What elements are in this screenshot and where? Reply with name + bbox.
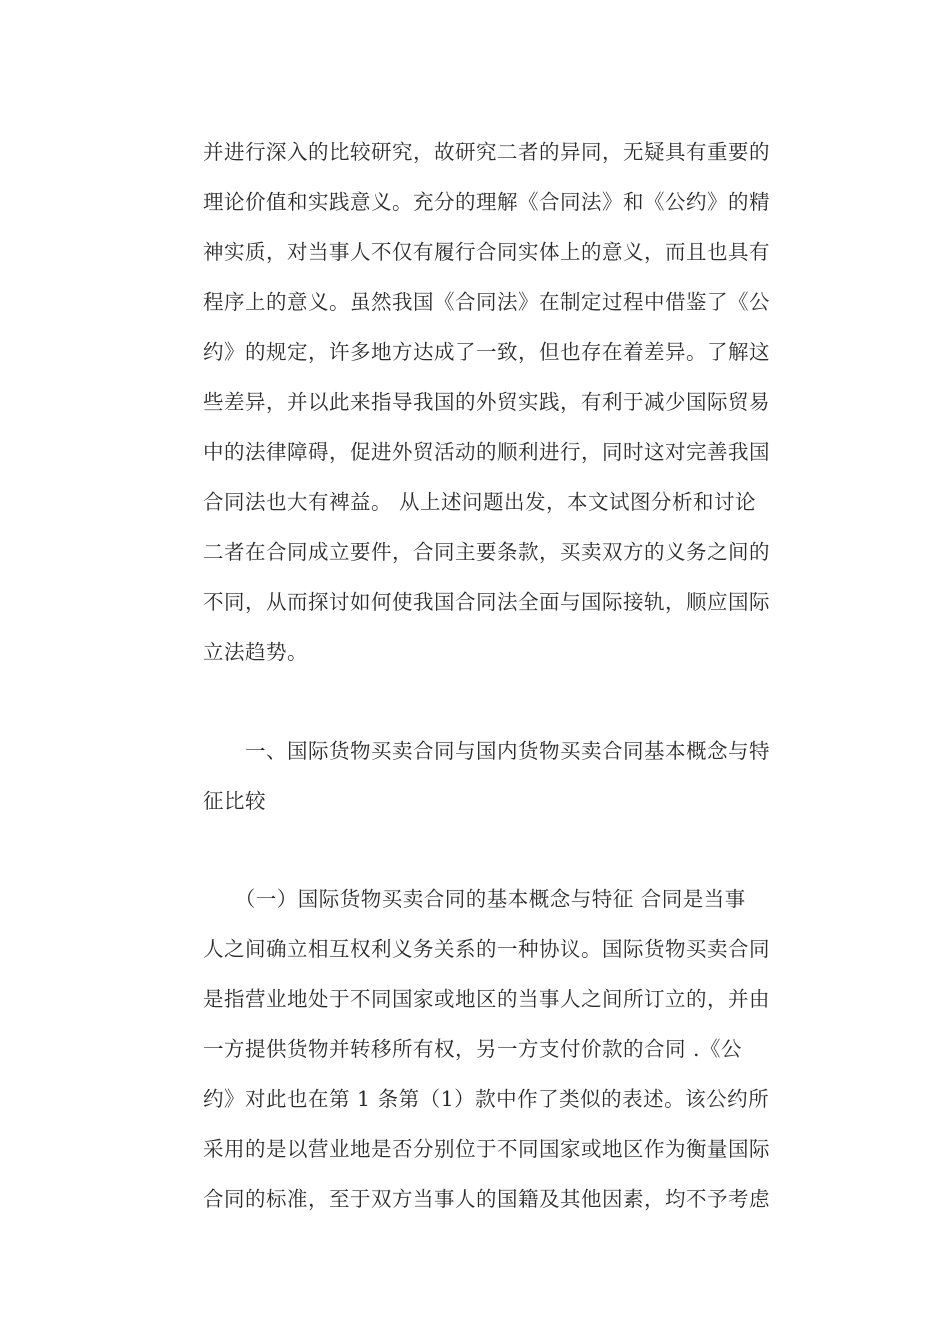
text-line: 征比较	[203, 789, 266, 813]
text-line: 是指营业地处于不同国家或地区的当事人之间所订立的，并由	[203, 987, 770, 1011]
text-line: 合同法也大有裨益。 从上述问题出发，本文试图分析和讨论	[203, 490, 757, 514]
text-line: 中的法律障碍，促进外贸活动的顺利进行，同时这对完善我国	[203, 440, 770, 464]
text-line: 不同，从而探讨如何使我国合同法全面与国际接轨，顺应国际	[203, 590, 770, 614]
text-line: 立法趋势。	[203, 640, 308, 664]
text-line: 约》的规定，许多地方达成了一致，但也存在着差异。了解这	[203, 340, 770, 364]
text-line: 理论价值和实践意义。充分的理解《合同法》和《公约》的精	[203, 190, 770, 214]
section-heading	[203, 726, 823, 826]
text-line: 一、国际货物买卖合同与国内货物买卖合同基本概念与特	[203, 739, 770, 763]
text-line: 合同的标准，至于双方当事人的国籍及其他因素，均不予考虑	[203, 1187, 770, 1211]
text-line: 些差异，并以此来指导我国的外贸实践，有利于减少国际贸易	[203, 390, 770, 414]
text-line: 一方提供货物并转移所有权，另一方支付价款的合同 .《公	[203, 1037, 743, 1061]
text-line: 约》对此也在第 1 条第（1）款中作了类似的表述。该公约所	[203, 1087, 770, 1111]
paragraph-intro	[203, 127, 823, 677]
paragraph-subsection	[203, 874, 823, 1224]
text-line: 二者在合同成立要件，合同主要条款，买卖双方的义务之间的	[203, 540, 770, 564]
text-line: 人之间确立相互权利义务关系的一种协议。国际货物买卖合同	[203, 937, 770, 961]
text-line: 采用的是以营业地是否分别位于不同国家或地区作为衡量国际	[203, 1137, 770, 1161]
text-line: 并进行深入的比较研究，故研究二者的异同，无疑具有重要的	[203, 140, 770, 164]
text-line: 程序上的意义。虽然我国《合同法》在制定过程中借鉴了《公	[203, 290, 770, 314]
text-line: 神实质，对当事人不仅有履行合同实体上的意义，而且也具有	[203, 240, 770, 264]
text-line: （一）国际货物买卖合同的基本概念与特征 合同是当事	[203, 887, 746, 911]
